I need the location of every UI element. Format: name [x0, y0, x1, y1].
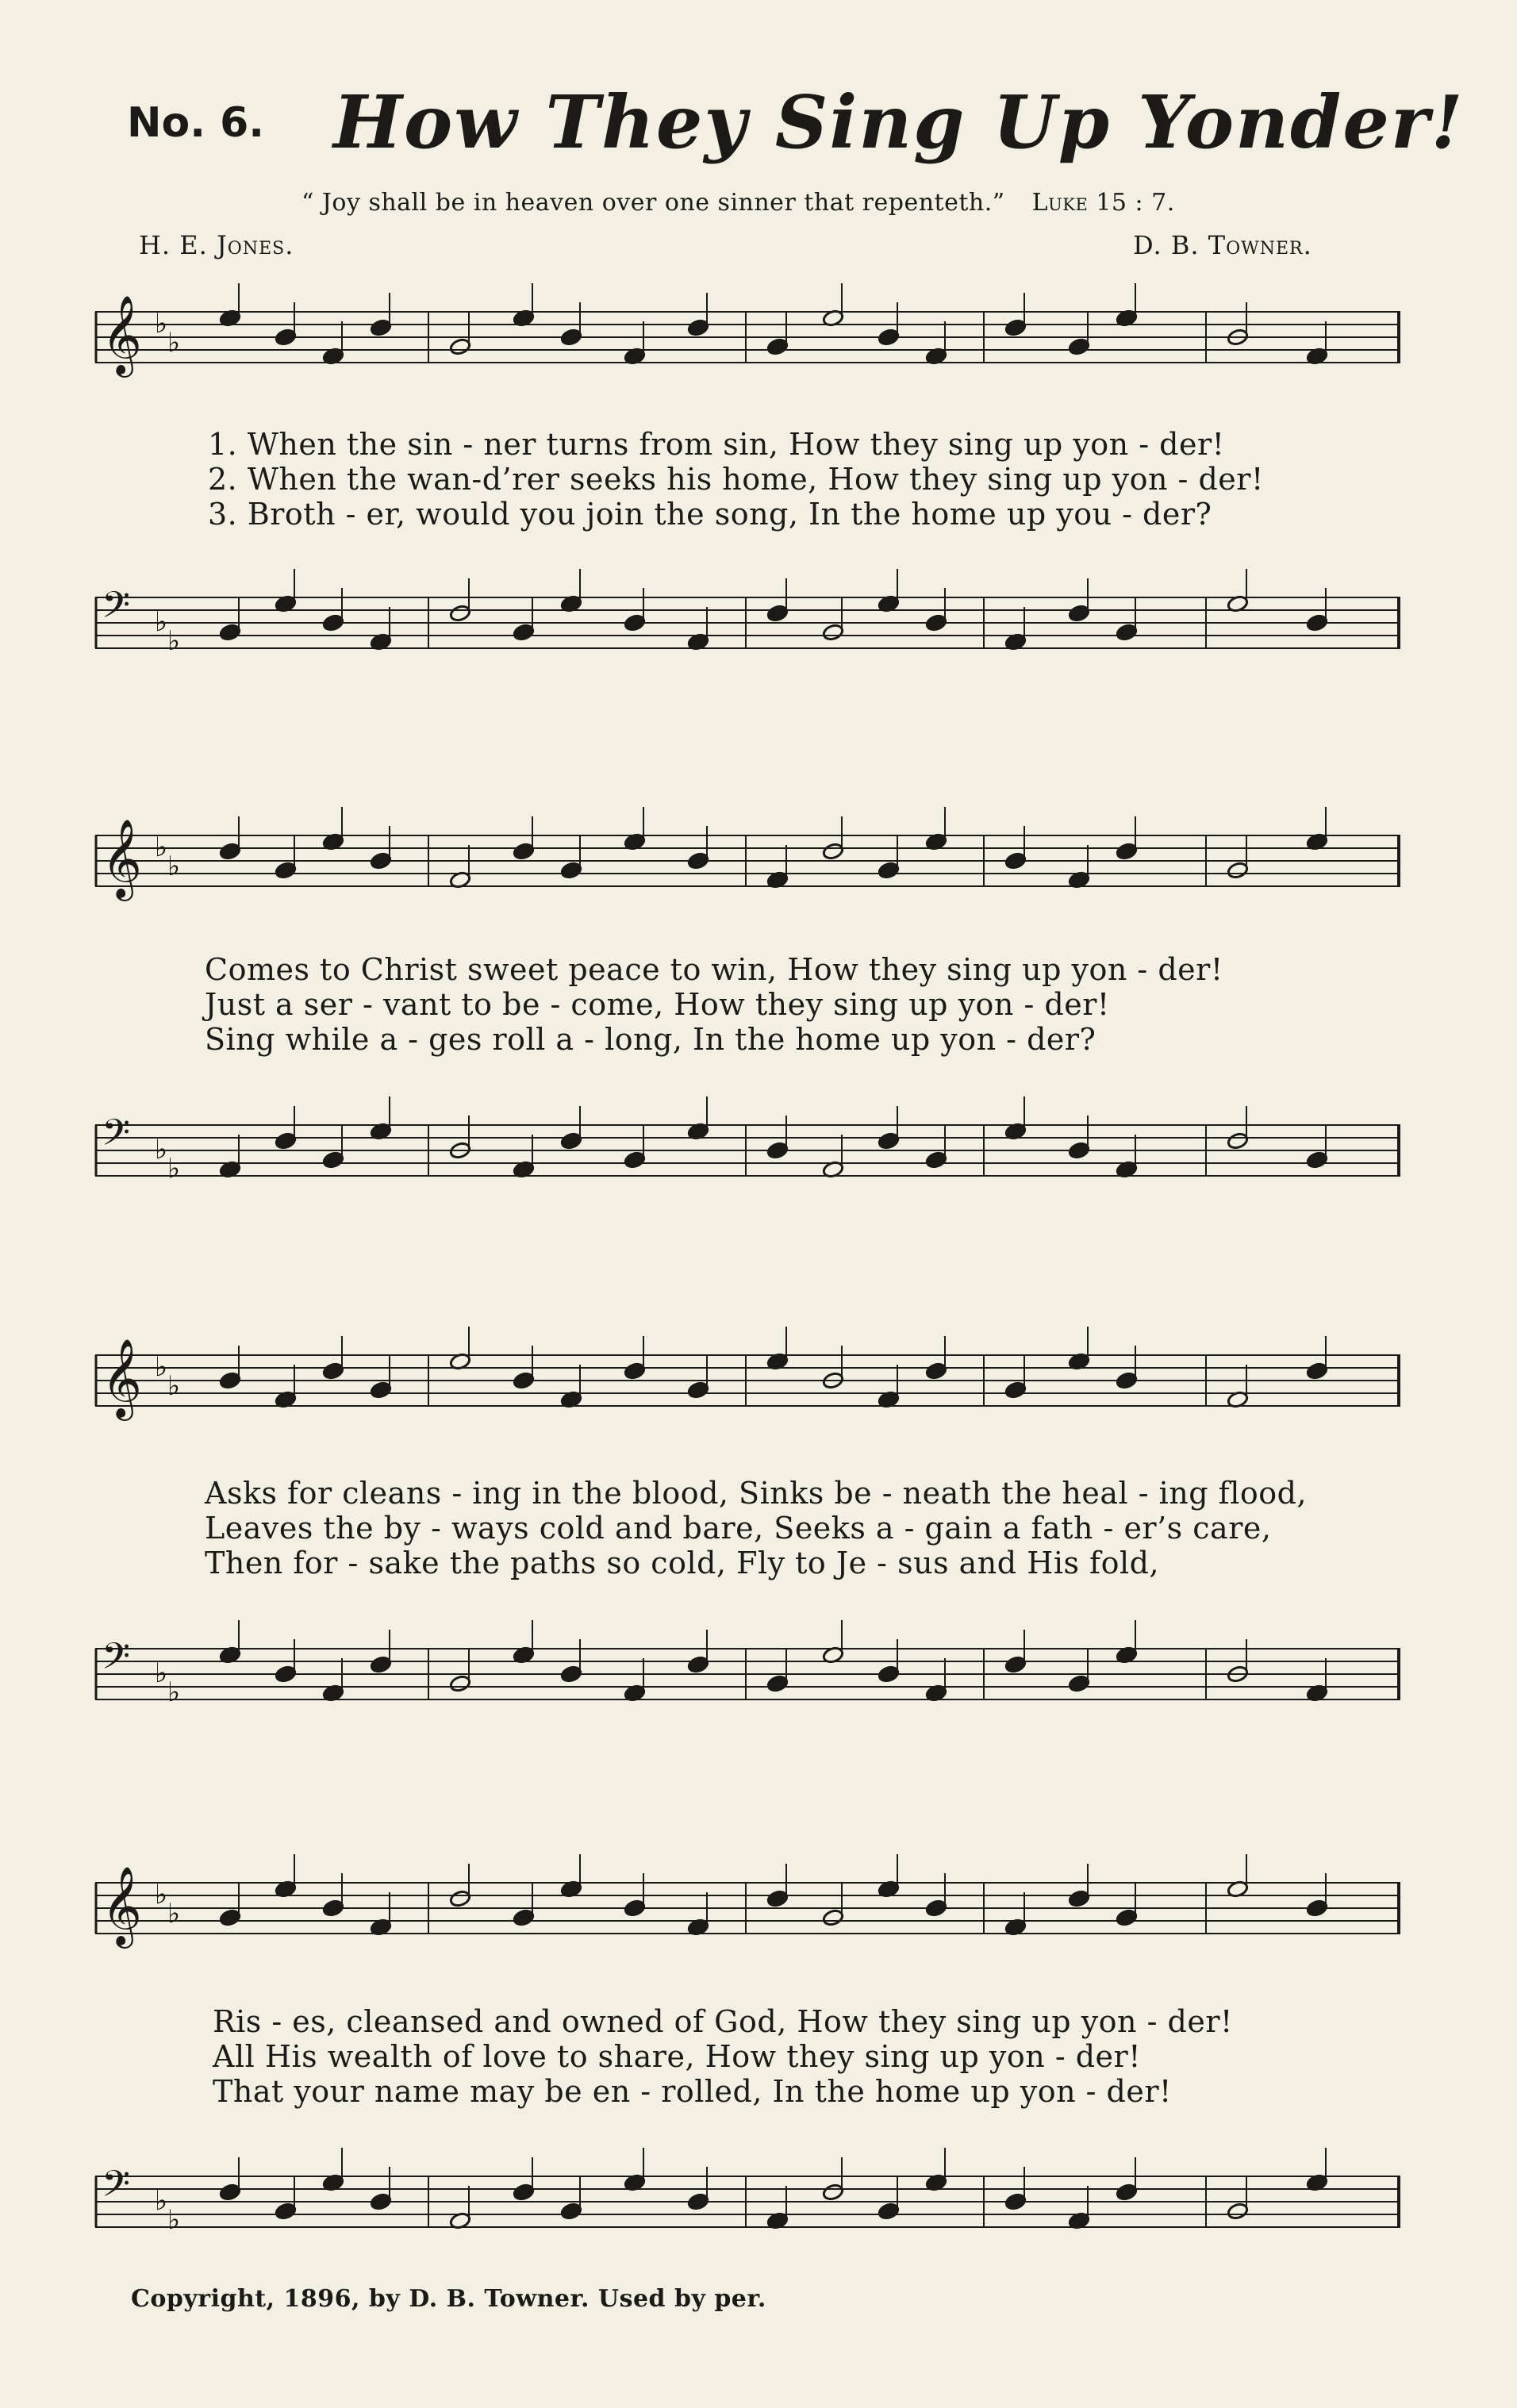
note-head [624, 613, 646, 632]
note-head [513, 842, 535, 860]
note-head [560, 1131, 582, 1150]
note-head [513, 1908, 535, 1926]
note-head [687, 1381, 709, 1399]
note-head [219, 842, 241, 860]
note-head [624, 1150, 646, 1169]
epigraph-reference: Luke 15 : 7. [1031, 189, 1175, 217]
note-head [560, 2202, 582, 2220]
note-head [1004, 1655, 1027, 1673]
note-head [322, 613, 344, 632]
flat-sign-icon: ♭ [167, 2204, 181, 2236]
note-head [449, 337, 471, 355]
flat-sign-icon: ♭ [167, 1898, 181, 1930]
note-head [624, 1361, 646, 1380]
bass-clef-icon: 𝄢 [102, 1112, 131, 1163]
note-head [1116, 842, 1138, 860]
note-head [878, 861, 900, 879]
lyric-line-verse-3: Sing while a - ges roll a - long, In the home up yon - der? [205, 1022, 1096, 1057]
treble-clef-icon: 𝄞 [102, 819, 142, 898]
note-head [370, 2192, 392, 2210]
bass-staff-notation [95, 1111, 1400, 1190]
bass-staff-notation [95, 583, 1400, 662]
note-head [687, 2192, 709, 2210]
lyric-line-verse-2: Just a ser - vant to be - come, How they sing up yon - der! [205, 987, 1110, 1022]
note-head [322, 1899, 344, 1917]
note-head [822, 1908, 844, 1926]
note-head [1004, 851, 1027, 870]
flat-sign-icon: ♭ [155, 606, 168, 638]
note-head [1227, 861, 1249, 879]
note-head [1068, 604, 1090, 622]
note-head [925, 1361, 947, 1380]
note-head [822, 623, 844, 641]
lyric-line-verse-3: That your name may be en - rolled, In the home up yon - der! [213, 2074, 1172, 2109]
lyric-line-verse-3: 3. Broth - er, would you join the song, In the home up you - der? [208, 497, 1212, 532]
note-head [766, 1674, 789, 1692]
note-head [1227, 1131, 1249, 1150]
hymn-number: No. 6. [127, 99, 265, 147]
note-head [1068, 1674, 1090, 1692]
epigraph [301, 189, 1175, 217]
lyric-line-verse-1: Asks for cleans - ing in the blood, Sinks be - neath the heal - ing flood, [205, 1476, 1308, 1511]
note-head [275, 328, 297, 346]
note-head [1068, 1889, 1090, 1907]
note-head [687, 318, 709, 336]
note-head [370, 851, 392, 870]
flat-sign-icon: ♭ [155, 308, 168, 340]
note-head [275, 2202, 297, 2220]
lyric-line-verse-1: 1. When the sin - ner turns from sin, How they sing up yon - der! [208, 427, 1225, 462]
note-head [219, 1908, 241, 1926]
note-head [1306, 1361, 1328, 1380]
note-head [219, 2183, 241, 2201]
flat-sign-icon: ♭ [167, 1153, 181, 1185]
copyright-notice: Copyright, 1896, by D. B. Towner. Used by per. [131, 2285, 766, 2313]
hymn-title: How They Sing Up Yonder! [333, 79, 1465, 165]
note-head [1227, 2202, 1249, 2220]
note-head [560, 861, 582, 879]
treble-clef-icon: 𝄞 [102, 1866, 142, 1945]
lyricist: H. E. Jones. [139, 230, 294, 260]
note-head [322, 1150, 344, 1169]
note-head [513, 623, 535, 641]
note-head [822, 2183, 844, 2201]
note-head [822, 842, 844, 860]
note-head [449, 1674, 471, 1692]
note-head [1004, 318, 1027, 336]
note-head [513, 2183, 535, 2201]
note-head [1116, 2183, 1138, 2201]
lyric-line-verse-2: Leaves the by - ways cold and bare, Seeks a - gain a fath - er’s care, [205, 1511, 1272, 1546]
note-head [370, 1381, 392, 1399]
bass-clef-icon: 𝄢 [102, 2163, 131, 2214]
note-head [925, 1899, 947, 1917]
flat-sign-icon: ♭ [155, 831, 168, 863]
flat-sign-icon: ♭ [167, 327, 181, 359]
note-head [878, 1665, 900, 1683]
note-head [1306, 613, 1328, 632]
note-head [766, 337, 789, 355]
flat-sign-icon: ♭ [167, 1676, 181, 1708]
note-head [1116, 623, 1138, 641]
note-head [1068, 337, 1090, 355]
note-head [925, 613, 947, 632]
note-head [1004, 1381, 1027, 1399]
note-head [560, 1665, 582, 1683]
flat-sign-icon: ♭ [155, 1657, 168, 1689]
bass-clef-icon: 𝄢 [102, 1635, 131, 1687]
note-head [322, 1361, 344, 1380]
note-head [1068, 1141, 1090, 1159]
note-head [370, 1655, 392, 1673]
treble-staff-notation [95, 1868, 1400, 1948]
lyric-line-verse-2: 2. When the wan-d’rer seeks his home, How they sing up yon - der! [208, 462, 1264, 497]
note-head [1116, 1371, 1138, 1389]
composer: D. B. Towner. [1133, 230, 1312, 260]
flat-sign-icon: ♭ [167, 1370, 181, 1402]
bass-staff-notation [95, 2162, 1400, 2241]
flat-sign-icon: ♭ [167, 625, 181, 657]
note-head [687, 1655, 709, 1673]
note-head [560, 328, 582, 346]
flat-sign-icon: ♭ [155, 1879, 168, 1911]
treble-staff-notation [95, 295, 1400, 377]
note-head [275, 1665, 297, 1683]
treble-clef-icon: 𝄞 [102, 295, 142, 374]
note-head [1306, 1150, 1328, 1169]
bass-staff-notation [95, 1634, 1400, 1714]
note-head [624, 1899, 646, 1917]
flat-sign-icon: ♭ [155, 1351, 168, 1383]
treble-staff-notation [95, 821, 1400, 901]
note-head [219, 623, 241, 641]
note-head [1116, 1908, 1138, 1926]
flat-sign-icon: ♭ [155, 2185, 168, 2217]
lyric-line-verse-3: Then for - sake the paths so cold, Fly to Je - sus and His fold, [205, 1546, 1160, 1580]
note-head [878, 2202, 900, 2220]
note-head [275, 1131, 297, 1150]
note-head [925, 1150, 947, 1169]
lyric-line-verse-2: All His wealth of love to share, How they sing up yon - der! [213, 2039, 1141, 2074]
note-head [766, 604, 789, 622]
lyric-line-verse-1: Ris - es, cleansed and owned of God, How they sing up yon - der! [213, 2004, 1233, 2039]
note-head [370, 318, 392, 336]
note-head [878, 328, 900, 346]
epigraph-text: “ Joy shall be in heaven over one sinner that repenteth.” [301, 189, 1005, 217]
note-head [1306, 1899, 1328, 1917]
flat-sign-icon: ♭ [167, 851, 181, 882]
flat-sign-icon: ♭ [155, 1134, 168, 1166]
bass-clef-icon: 𝄢 [102, 584, 131, 636]
treble-clef-icon: 𝄞 [102, 1338, 142, 1418]
note-head [1004, 2192, 1027, 2210]
note-head [513, 1371, 535, 1389]
note-head [449, 604, 471, 622]
note-head [878, 1131, 900, 1150]
note-head [766, 1141, 789, 1159]
note-head [275, 861, 297, 879]
note-head [449, 1889, 471, 1907]
note-head [766, 1889, 789, 1907]
lyric-line-verse-1: Comes to Christ sweet peace to win, How they sing up yon - der! [205, 952, 1223, 987]
treble-staff-notation [95, 1338, 1400, 1420]
note-head [687, 851, 709, 870]
note-head [219, 1371, 241, 1389]
